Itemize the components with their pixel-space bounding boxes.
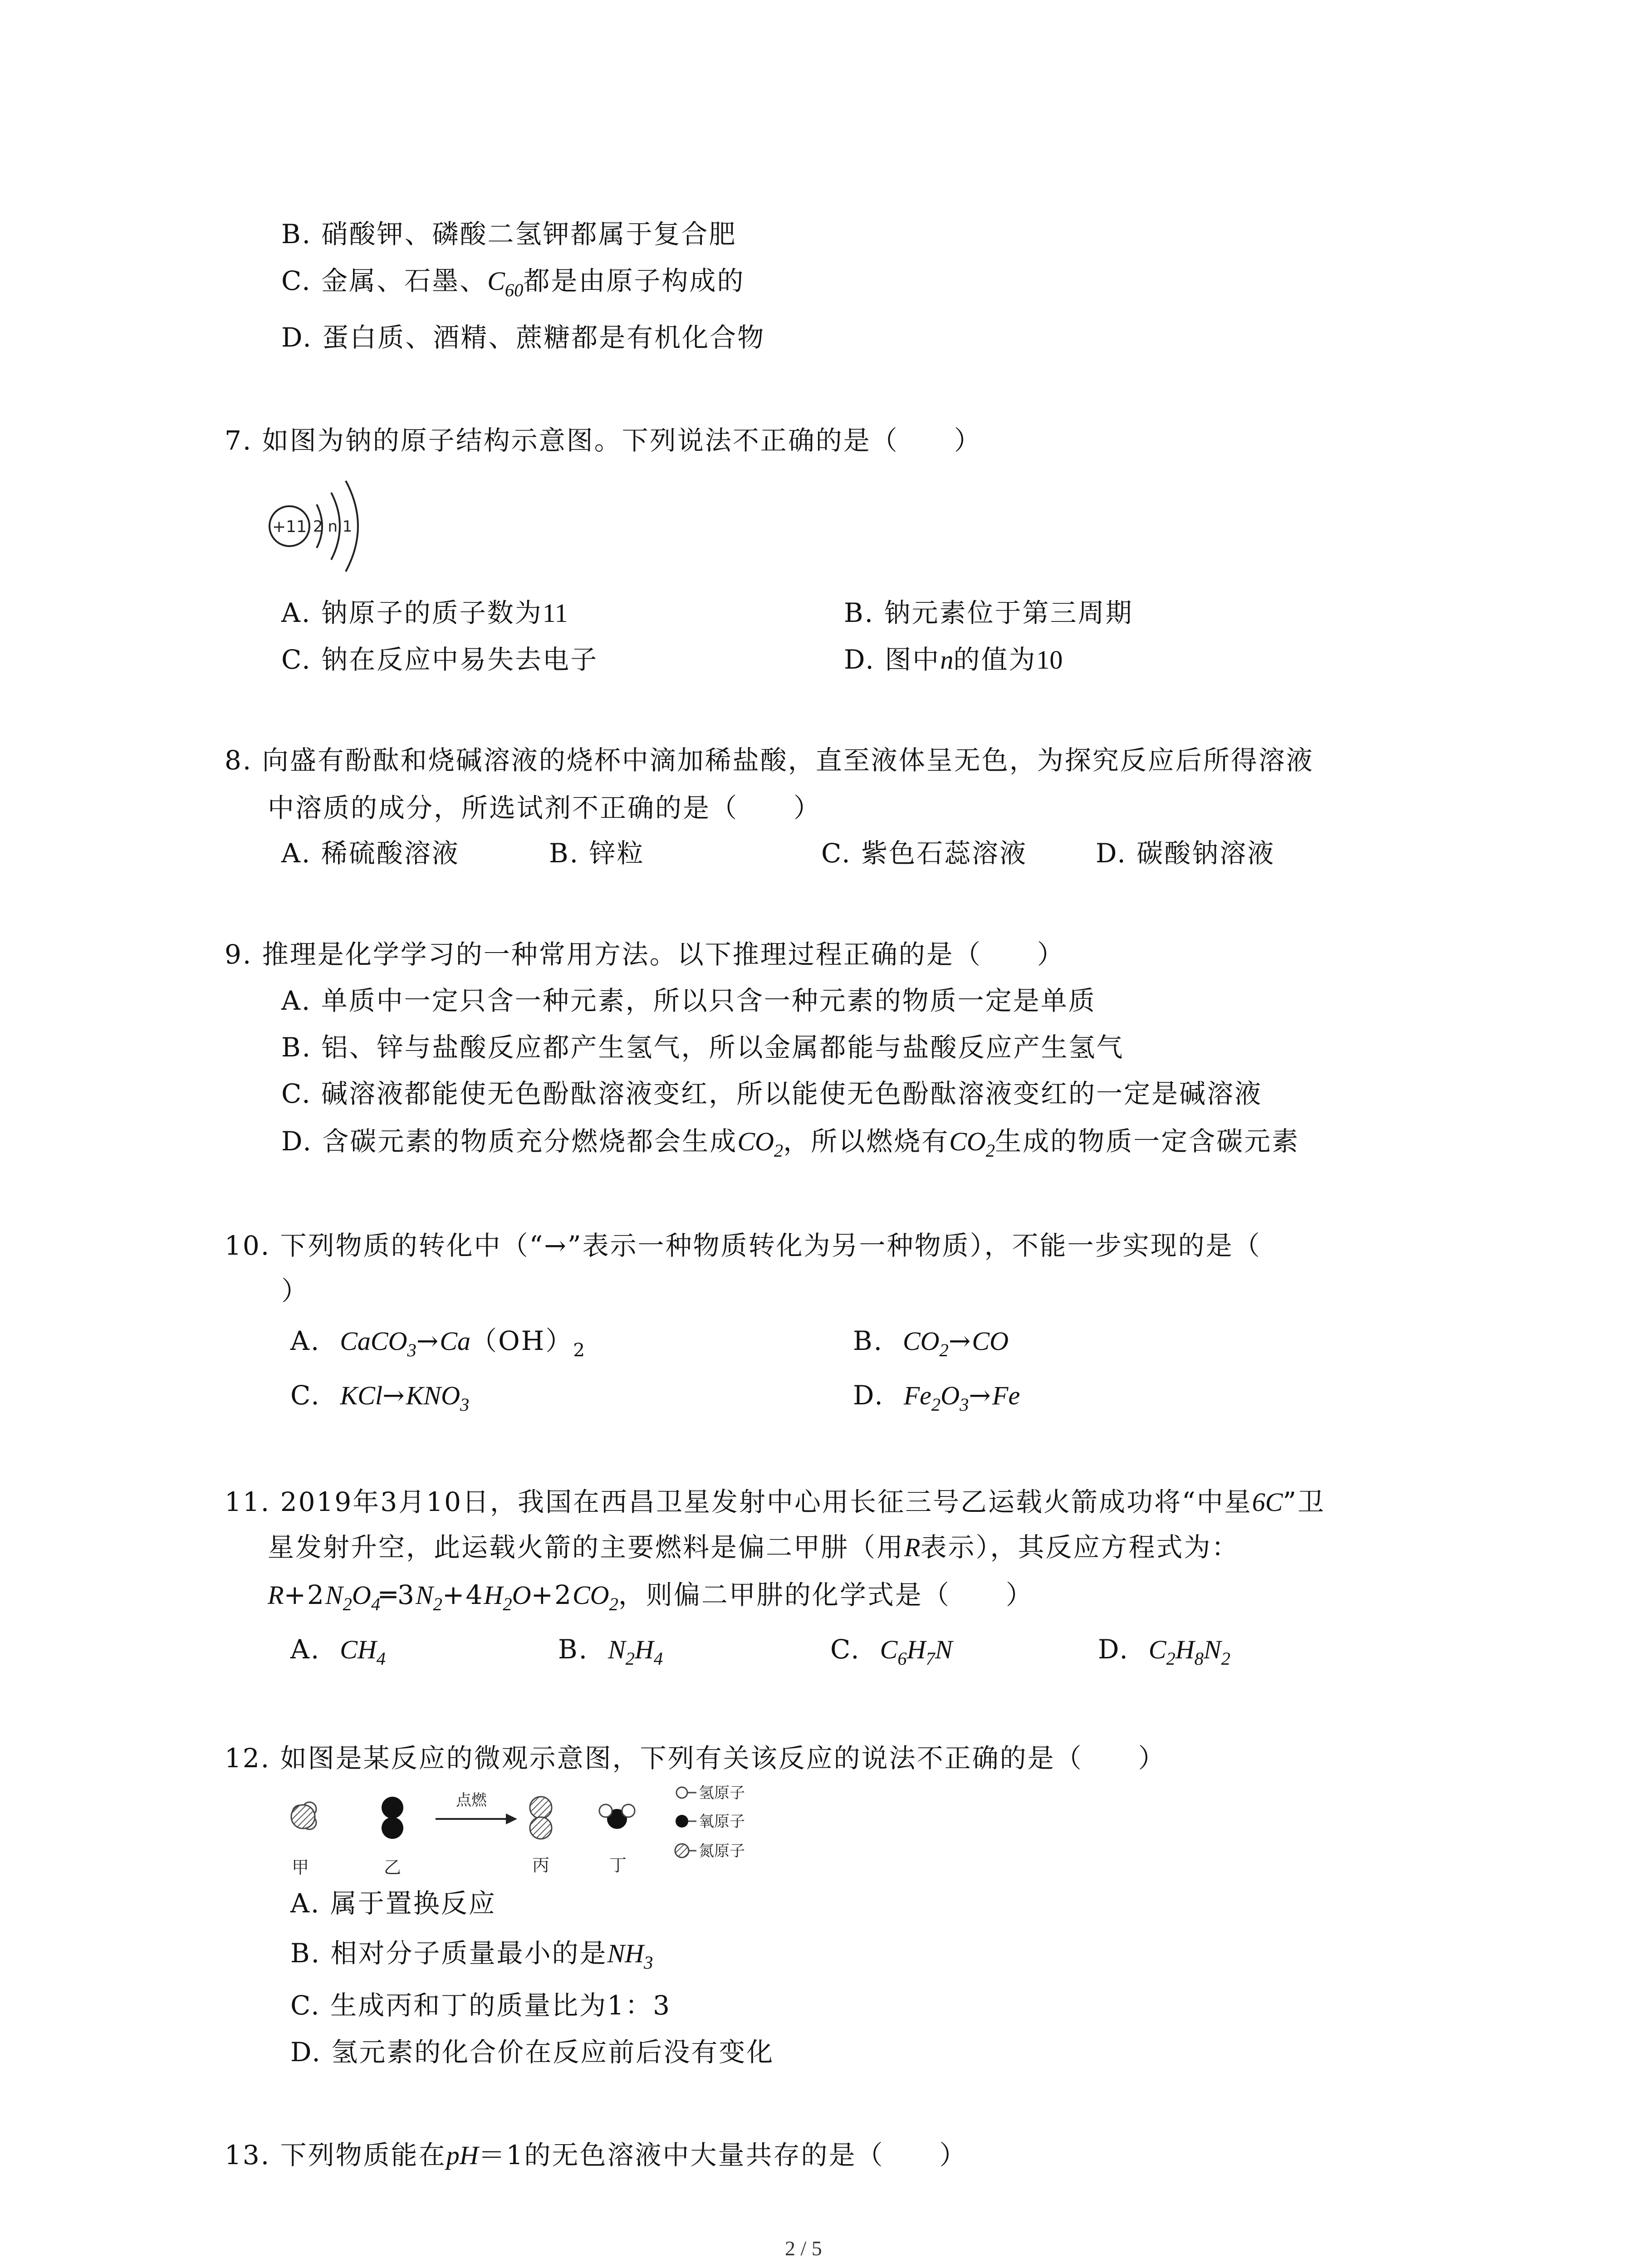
q9-option-a: A. 单质中一定只含一种元素，所以只含一种元素的物质一定是单质 [281,985,1096,1016]
label-yi: 乙 [383,1857,402,1877]
q12-option-d: D. 氢元素的化合价在反应前后没有变化 [290,2037,774,2068]
legend-oxygen [676,1813,745,1831]
q11-option-d: D. $C_2H_8N_2$ [1098,1634,1230,1669]
q12-option-a: A. 属于置换反应 [290,1888,496,1919]
q10-option-a: A. $CaCO_3\to Ca(OH)_2$ [290,1325,587,1361]
q12-stem: 12. 如图是某反应的微观示意图，下列有关该反应的说法不正确的是（ ） [225,1743,1166,1774]
q12-option-b: B. 相对分子质量最小的是$NH_3$ [290,1938,653,1973]
svg-text:氧原子: 氧原子 [699,1813,745,1831]
q9-option-b: B. 铝、锌与盐酸反应都产生氢气，所以金属都能与盐酸反应产生氢气 [281,1032,1124,1063]
q11-option-b: B. $N_2H_4$ [558,1634,663,1669]
q10-option-c: C. $KCl\to KNO_3$ [290,1380,470,1415]
reaction-condition-label: 点燃 [456,1791,487,1809]
q8-stem-line1: 8. 向盛有酚酞和烧碱溶液的烧杯中滴加稀盐酸，直至液体呈无色，为探究反应后所得溶液 [225,745,1314,776]
q10-stem-line1: 10. 下列物质的转化中（“→”表示一种物质转化为另一种物质），不能一步实现的是（ [225,1230,1261,1261]
page-number: 2 / 5 [785,2237,822,2260]
molecule-ding-water [599,1804,635,1829]
q6-option-b: B. 硝酸钾、磷酸二氢钾都属于复合肥 [281,219,737,249]
reaction-micro-diagram [277,1783,794,1892]
nucleus-label: +11 [272,518,307,536]
q9-option-c: C. 碱溶液都能使无色酚酞溶液变红，所以能使无色酚酞溶液变红的一定是碱溶液 [281,1078,1263,1109]
label-ding: 丁 [609,1855,627,1875]
svg-text:氮原子: 氮原子 [699,1842,745,1860]
molecule-yi-oxygen [382,1797,403,1839]
q13-stem: 13. 下列物质能在pH＝1的无色溶液中大量共存的是（ ） [225,2140,967,2170]
q8-stem-line2: 中溶质的成分，所选试剂不正确的是（ ） [268,792,822,823]
molecule-jia-ammonia [291,1802,316,1829]
q7-option-b: B. 钠元素位于第三周期 [844,597,1133,628]
q8-option-c: C. 紫色石蕊溶液 [821,838,1028,869]
q11-equation-line: $R+2N_2O_4═3N_2+4H_2O+2CO_2$，则偏二甲肼的化学式是（ ） [268,1579,1034,1615]
q6-option-d: D. 蛋白质、酒精、蔗糖都是有机化合物 [281,322,765,353]
sodium-atom-diagram [263,463,381,590]
q8-option-d: D. 碳酸钠溶液 [1096,838,1275,869]
label-jia: 甲 [291,1857,309,1877]
q10-option-d: D. $Fe_2O_3\to Fe$ [853,1380,1020,1415]
q7-option-d: D. 图中n的值为10 [844,644,1063,675]
q9-stem: 9. 推理是化学学习的一种常用方法。以下推理过程正确的是（ ） [225,939,1065,970]
q8-option-b: B. 锌粒 [549,838,645,869]
svg-text:氢原子: 氢原子 [699,1784,745,1802]
q10-option-b: B. $CO_2\to CO$ [853,1325,1009,1361]
q11-option-a: A. $CH_4$ [290,1634,386,1669]
q11-stem-line2: 星发射升空，此运载火箭的主要燃料是偏二甲肼（用R表示），其反应方程式为： [268,1532,1239,1563]
q12-option-c: C. 生成丙和丁的质量比为1：3 [290,1990,671,2021]
q7-stem: 7. 如图为钠的原子结构示意图。下列说法不正确的是（ ） [225,425,982,456]
molecule-bing-nitrogen [530,1797,552,1839]
legend-hydrogen [676,1784,745,1802]
q7-option-a: A. 钠原子的质子数为11 [281,597,568,628]
q11-option-c: C. $C_6H_7N$ [830,1634,953,1669]
legend-nitrogen [675,1842,745,1860]
label-bing: 丙 [532,1855,550,1875]
q9-option-d: D. 含碳元素的物质充分燃烧都会生成$CO_2$，所以燃烧有$CO_2$生成的物质一定含碳元素 [281,1126,1300,1161]
q8-option-a: A. 稀硫酸溶液 [281,838,460,869]
q6-option-c: C. 金属、石墨、$C_{60}$都是由原子构成的 [281,265,745,301]
q10-stem-line2: ） [281,1276,309,1306]
shell-electron-labels: 2 n 1 [313,518,353,536]
q11-stem-line1: 11. 2019年3月10日，我国在西昌卫星发射中心用长征三号乙运载火箭成功将“中星6C”卫 [225,1486,1326,1517]
q7-option-c: C. 钠在反应中易失去电子 [281,644,598,675]
